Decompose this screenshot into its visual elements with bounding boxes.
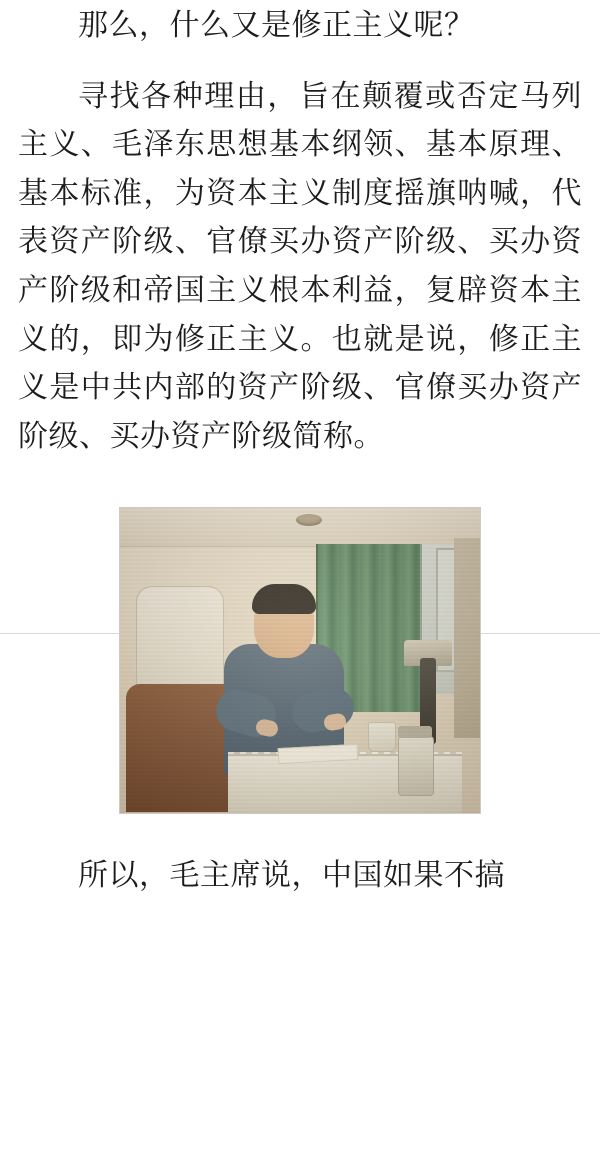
historical-photo (119, 507, 481, 814)
paragraph-question: 那么，什么又是修正主义呢？ (78, 8, 475, 43)
paragraph-definition: 寻找各种理由，旨在颠覆或否定马列主义、毛泽东思想基本纲领、基本原理、基本标准，为资本主义制度摇旗呐喊，代表资产阶级、官僚买办资产阶级、买办资产阶级和帝国主义根本利益，复辟资本主义的，即为修正主义。也就是说，修正主义是中共内部的资产阶级、官僚买办资产阶级、买办资产阶级简称。 (18, 78, 582, 454)
photo-grain-overlay (120, 508, 480, 813)
article-figure (18, 507, 582, 814)
paragraph-closing: 所以，毛主席说，中国如果不搞 (78, 858, 505, 894)
